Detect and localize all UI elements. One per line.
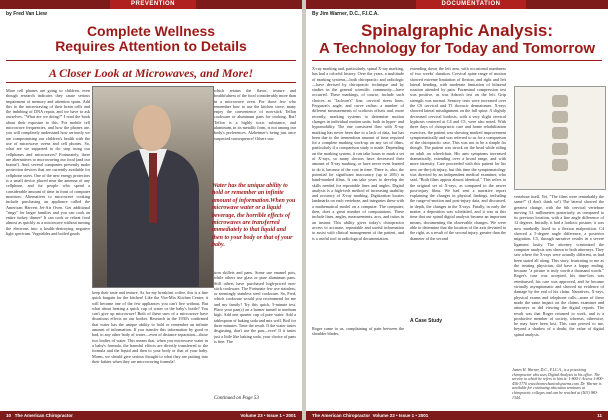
- column-2: keep their taste and texture. As for my breakfast coffee, this is a fine quick bargain for the kitchen! Like the Vita-Mix Kitchen Center, it will become one of the few appliances you can't live without. But what about heating a quick cup of water or the baby's bottle? You can't give up microwave! Both of these uses of a microwave have disastrous effects on our bodies. Research in the 1930's confirmed that water has the unique ability to hold or remember an infinite amount of information. If you transfer this information by good or bad, to any other body of water—even of distance separation—those two bodies of water. This means that, when you microwave water in a baby's formula, the harmful effects are directly transferred to the formula and the liquid and then to your body or that of your baby. Moms, we should give serious thought to what they are putting into their babies when they are microwaving formula!: [92, 290, 208, 364]
- vertebra: [552, 95, 568, 107]
- subtitle-rule: [6, 82, 296, 83]
- footer-right: [306, 411, 608, 420]
- footer-left: [0, 411, 302, 420]
- page-number: 10: [6, 413, 12, 418]
- volume-info: Volume 23 • Issue 1 • 2001: [240, 413, 296, 418]
- author-bio: James H. Warner, D.C., F.I.C.A., is a practicing chiropractor who uses Digital Analysis in his office. The service in which he refers to him is: 1-800-1 Access 1-800-456-3776 www.biomechanicalsystems.com. Dr. Warner is available for continuing education seminars at chiropractic colleges and can be reached at (503) 980-1344.: [512, 368, 604, 400]
- byline: By Jim Warner, D.C., F.I.C.A.: [312, 11, 379, 17]
- vertebra: [552, 159, 568, 171]
- vertebra: [552, 143, 568, 155]
- publication-name: The American Chiropractor: [312, 413, 371, 418]
- left-page: [0, 0, 302, 420]
- volume-info: Volume 23 • Issue 1 • 2001: [372, 413, 429, 418]
- column-1b: Roger came to us, complaining of pain between the shoulder blades,: [312, 326, 404, 337]
- title-line-2: Requires Attention to Details: [55, 38, 247, 54]
- section-tab: PREVENTION: [110, 0, 196, 9]
- title-rule: [312, 60, 602, 61]
- column-1: X-ray marking and, particularly, spinal X-ray marking, has had a colorful history. Over the years, a multitude of marking systems—both chiropractic and radiologic—have devised by chiropractic technique and by studies in the general scientific community—have occurred. These markings, of course, include such choices as "Jackson's" line, cervical stress lines, Ferguson's angle, and curve radius: a number of different measurements of scoliosis offsets and, more recently, marking systems to determine motion changes in individual motion units, both in hyper- and hypomobility. The one consistent flaw with X-ray marking has never been due to a lack of data, but has been due to the tremendous amount of time required for a complete marking work-up on any set of films, particularly if a comparison study is made. Depending on the marking system, it can take hours to mark a set of X-rays, so many doctors have decreased their amount of X-ray marking, or have never even learned to do it, because of the cost in time. There is, also, the potential for significant inaccuracy (up to 26%) in hand-marked films. It can take years to develop the skills needed for repeatable lines and angles. Digital analysis is a high-tech method of increasing usability and accuracy of X-ray marking. Digitization locates landmarks on each vertebrae, and integrates these with a mathematical model on a computer. The computer, then, does a great number of computations. These include lines, angles, measurements, arcs, and ratios in an instant. This ability gives today's chiropractor access to accurate, repeatable and useful information to assist with clinical management of the patient, and is a useful tool in radiological documentation.: [312, 66, 404, 241]
- publication-name: The American Chiropractor: [14, 413, 73, 418]
- article-title-line-2: A Technology for Today and Tomorrow: [318, 40, 596, 57]
- author-photo: [92, 86, 214, 288]
- column-2: extending down the left arm, with occasional numbness of two weeks' duration. Cervical spine range of motion showed extreme limitation of flexion, and right and left lateral bending, with moderate limitation of bilateral rotation attended by pain. Foraminal compression test was positive, as was Adson's test on the left. Grip strength was normal. Sensory tests were increased over the C6 cervical and T1 thoracic dermatomes. X-rays showed lateral misalignment on the full spine. A slightly decreased cervical lordosis, with a very slight cervical kyphosis centered at C4 and C5, were also noted. With three days of chiropractic care and home rehabilitation exercises, the patient was showing marked improvement symptomatically and was referred to us for a comparison of the chiropractic case. This was not to be a simple fix though. The patient was struck on the head while riding an adult on wheelchair. His arm symptoms increased dramatically, extending over a broad range, and with more intensity. Care proceeded with this patient for his new on-the-job injury, but this time the symptomatology was directed by an independent medical examiner, who said, "Both films appear almost identical." This refers to the original set of X-rays, as compared to the newer post-injury films. We had sent a narrative report explaining the changes in physical findings, including the range-of-motion and post-injury data, and discussed, in depth, the changes in the X-rays. Finally, in early the matter, a deposition was scheduled, and it was at this time that our spinal digital analysis became an important means, documenting the observable changes. We were able to determine that the location of the axis deviated to the right, as a result of the second injury, greater than the diameter of the second: [410, 66, 506, 241]
- article-title-line-1: Spinalgraphic Analysis:: [360, 21, 554, 40]
- article-subtitle: A Closer Look at Microwaves, and More!: [48, 66, 254, 80]
- title-rule: [6, 60, 296, 61]
- section-tab: DOCUMENTATION: [416, 0, 526, 9]
- photo-tie: [149, 153, 157, 223]
- case-study-heading: A Case Study: [410, 318, 443, 324]
- spine-xray-figure: [514, 86, 606, 190]
- right-page: [306, 0, 608, 420]
- vertebra: [552, 111, 568, 123]
- column-3: vertebrae itself. Yet, "The films were remarkably the same?" (I don't think so!) The lateral showed the greatest change, with the 6th cervical vertebrae moving 3.1 millimeters posteriorly, as compared to its previous location, with a line angle difference of 12 degrees. Initially, it had a lordotic posture; it was now markedly fixed in a flexion malposition. C4 showed a 5-degree angle difference, a posterior migration. C5, through narrative results in a severe ligament laxity. The attorney scrutinized the computer analysis was shown to both attorneys. They saw where the X-rays were actually different, as had been stated all along. This story, frustrating to me as the treating physician, did have a happy ending, because "a picture is truly worth a thousand words." Roger's case was accepted, his time-loss was reimbursed, his care was approved, and he became virtually asymptomatic and showed no evidence of damage by the end of his claim. Narratives, X-rays, physical exams and telephone calls—none of these made the same impact on the claims examiner and attorneys as did viewing the digital reports. The result was that Roger returned to work, and is a productive member of society, whereas, otherwise, he may have been lost. This case proved to me, beyond a shadow of a doubt, the value of digital spinal analysis.: [514, 194, 604, 337]
- continued-note: Continued on Page 53: [214, 396, 259, 401]
- column-3b: iron skillets and pans. Some use enamel pots, while others use glass or pure aluminum pans. Still others have purchased high-priced non-stick cookware. The Fortunate few use stainless, or seemingly stainless steel cookware. So, Fred, which cookware would you recommend for me and my family? Try this quick, 5-minute test. Place your pan(s) on a burner turned to medium high. Add one quarter cup of pure water. Add a tablespoon of baking soda and mix well. Boil for three minutes. Taste the result. If the water tastes disgusting, don't use the pan—ever! If it tastes just a little like baking soda, your choice of pans is fine. The: [214, 270, 296, 344]
- column-1: More cell phones are going to children, even though research indicates they cause serious impairment of memory and attention spans. Add this to the microwaving of their brain cells and the imbibing of DNA repair, and we have to ask ourselves, "What are we doing?" I read the book about their exposure to this. For mobile cell microwave frequencies, and how the phones are, you will completely understand how seriously we are compromising our children's health with the use of microwave ovens and cell phones. So, what are we supposed to do: stop using our cellphones and microwaves? Fortunately, there are alternatives to microwaving our food (and our brains!). And, several companies presently make protection devices that are currently available for cellphone users. One of the new energy protectors is a small device placed near the antenna of any cellphone, and for people who spend a considerable amount of time in front of computer monitors. Alternatives to microwave cooking include purchasing an appliance called the American Harvest Jet-Air Oven. Get additional "rings" for larger families and you can cook an entire turkey dinner! It can cook or reheat food almost as quickly as a microwave without turning the electrons into a health-destroying negative light spectrum. Vegetables and boiled goods: [6, 88, 90, 237]
- title-line-1: Complete Wellness: [86, 23, 216, 39]
- column-3: which retains the flavor, texture and healthfulness of the food considerably more than in a microwave oven. For those few who remember how to use the kitchen stove, many enjoy the convenience of non-stick Teflon cookware or aluminum pans for cooking. But! Teflon is a highly toxic substance, and aluminum, in its metallic form, is not among our body's preferences. Alzheimer's being just once suspected consequence! Others saw: [214, 88, 296, 141]
- article-title: [0, 24, 302, 54]
- pull-quote: Water has the unique ability to hold or remember an infinite amount of information.When you microwave water or a liquid beverage, the horrible effects of microwaves are transferred immediately to that liquid and then to your body or that of your baby.: [212, 183, 296, 249]
- page-number: 11: [597, 413, 602, 418]
- byline: by Fred Van Liew: [6, 11, 47, 17]
- vertebra: [552, 127, 568, 139]
- photo-face: [133, 105, 171, 151]
